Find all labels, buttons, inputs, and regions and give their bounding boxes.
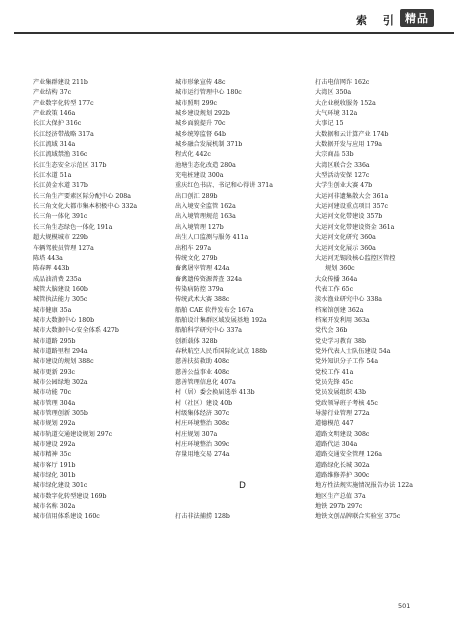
index-entry: 大数据和云计算产业 174b [315, 130, 389, 138]
index-entry: 长三角文化大都市集本积极中心 332a [33, 203, 138, 211]
index-entry: 长三角一体化 391c [33, 213, 88, 221]
index-entry: 打击电信网诈 162c [315, 79, 370, 86]
index-entry: 船舶 CAE 软件发布会 167a [175, 306, 254, 314]
index-entry: 大宗商品 53b [315, 151, 354, 159]
index-entry: 大学生创业大赛 47b [315, 182, 373, 190]
index-entry: 出口创汇 289b [175, 192, 218, 200]
index-entry: 出租车 297a [175, 244, 212, 252]
index-entry: 城市数字化转型建设 169b [33, 492, 107, 500]
index-entry: 长江黄金水道 317b [33, 182, 88, 190]
index-entry: 大企业税收服务 152a [315, 99, 376, 107]
index-entry: 长江经济带战略 317a [33, 130, 94, 138]
index-entry: 船舶设计集群区域发展基地 192a [175, 316, 267, 324]
index-entry: 城市运行管理中心 180c [175, 89, 242, 97]
index-entry: 城市大数据中心安全体系 427b [33, 327, 119, 335]
index-entry: 道路文明建设 308c [315, 430, 370, 438]
index-entry: 村（社区）建设 40b [175, 399, 233, 407]
index-entry: 长江流域 314a [33, 141, 76, 149]
index-entry: 大运河建设重点项目 357c [315, 203, 388, 211]
index-entry: 长江大保护 316c [33, 120, 82, 128]
index-entry: 城市道路里程 294a [33, 347, 88, 355]
index-entry: 地区生产总值 37a [315, 492, 366, 500]
index-entry: 成品油消费 235a [33, 275, 82, 283]
index-entry: 城市照明 299c [175, 99, 217, 107]
index-entry: 大运河无锡段核心监控区管控 [315, 254, 396, 262]
index-entry: 村庄规划 307a [175, 430, 218, 438]
index-entry [175, 492, 310, 502]
header-divider [14, 32, 454, 34]
index-entry: 党史学习教育 38b [315, 337, 366, 345]
index-entry: 道路代运 304a [315, 441, 358, 449]
index-entry: 党校工作 41a [315, 368, 354, 376]
index-entry: 导游行业管理 272a [315, 410, 370, 417]
index-entry: 陈春晖 443b [33, 265, 70, 273]
index-entry: 城乡建设规划 292b [175, 110, 230, 118]
index-entry: 道德模范 447 [315, 420, 354, 428]
index-entry: 党代会 36b [315, 327, 348, 335]
index-entry: 出入境管理规范 163a [175, 213, 236, 221]
index-entry: 城市绿化 301b [33, 472, 76, 480]
index-entry: 畜禽屠宰管理 424a [175, 265, 230, 273]
section-letter: D [239, 481, 246, 492]
index-entry: 城市管理 304a [33, 399, 76, 407]
index-entry: 淡水渔业研究中心 338a [315, 296, 382, 304]
index-entry: 重庆红色书店、书记和心得讲 371a [175, 182, 273, 190]
index-entry: 产业数字化转型 177c [33, 99, 94, 107]
index-entry: 城市轨道交通建设规划 297c [33, 430, 113, 438]
index-entry: 程式化 442c [175, 151, 211, 159]
index-entry: 城市功能 70c [33, 389, 72, 397]
index-entry: 船舶科学研究中心 337a [175, 327, 242, 335]
index-entry: 道路维修养护 300c [315, 472, 370, 480]
index-entry: 地铁 297b 297c [315, 503, 363, 511]
index-entry: 大运河文化带建设 357b [315, 213, 383, 221]
index-entry: 村（居）委会换届选举 413b [175, 389, 255, 397]
index-entry: 城市管理创新 305b [33, 410, 88, 417]
index-entry: 城乡面貌提升 70c [175, 120, 226, 128]
index-entry: 春秋航空人民币国际化试点 188b [175, 347, 267, 355]
index-entry: 传染病防控 379a [175, 285, 224, 293]
index-entry: 慈善管理信息化 407a [175, 378, 236, 386]
index-entry: 传统文化 279b [175, 254, 218, 262]
index-entry: 出生人口监测与服务 411a [175, 234, 249, 242]
index-entry: 大众传播 364a [315, 275, 358, 283]
index-entry [175, 502, 310, 512]
index-entry: 道路绿化长城 302a [315, 461, 370, 469]
index-entry: 代表工作 65c [315, 285, 354, 293]
index-entry: 党政领导班子考核 45c [315, 399, 378, 407]
index-entry: 城乡融合发展机制 371b [175, 141, 243, 149]
index-entry: 城市信用体系建设 160c [33, 513, 100, 521]
index-entry: 道路交通安全管理 126a [315, 451, 382, 459]
index-entry: 城市形象宣传 48c [175, 79, 226, 86]
index-entry: 城市建设 292a [33, 441, 76, 449]
index-entry: 存量用地交易 274a [175, 451, 230, 459]
index-entry: 大运河非遗集散大会 361a [315, 192, 389, 200]
index-entry: 档案馆创建 362a [315, 306, 364, 314]
index-entry: 地方性法规实施情况报告办法 122a [315, 482, 413, 490]
index-entry: 党员发展组织 43b [315, 389, 366, 397]
index-entry: 城市更新 293c [33, 368, 75, 376]
index-entry: 产业集群建设 211b [33, 79, 88, 86]
index-entry: 城市公园绿地 302a [33, 378, 88, 386]
index-entry: 大湾区 350a [315, 89, 352, 97]
publication-logo: 精品 [400, 9, 434, 27]
index-entry: 长江生态安全示范区 317b [33, 161, 107, 169]
index-entry: 大运河文化展示 360a [315, 244, 376, 252]
index-entry: 城乡统筹监督 64b [175, 130, 226, 138]
index-entry [175, 461, 310, 471]
index-entry: 城市大数据中心 180b [33, 316, 95, 324]
index-entry: 大运河文化带建设资金 361a [315, 223, 395, 231]
index-entry: 大湾区联合会 336a [315, 161, 370, 169]
index-entry: 大型活动安保 127c [315, 172, 370, 180]
index-entry: 城市精神 35c [33, 451, 72, 459]
index-entry: 城市名称 302a [33, 503, 76, 511]
index-entry: 规划 360c [325, 265, 355, 273]
index-entry: 村级集体经济 307c [175, 410, 230, 417]
index-column-3 [315, 78, 463, 523]
index-entry: 长三角生产要素区际分配中心 208a [33, 192, 131, 200]
index-entry: 党外知识分子工作 54a [315, 358, 379, 366]
index-entry: 车辆驾驶员管理 127a [33, 244, 94, 252]
index-entry: 出入境管理 127b [175, 223, 224, 231]
index-column-2 [175, 78, 310, 523]
header-title: 索 引 [356, 14, 400, 27]
index-entry: 城市道路 295b [33, 337, 76, 345]
index-entry: 畜禽遗传资源普查 324a [175, 275, 242, 283]
index-entry: 城市健康 35a [33, 306, 72, 314]
index-entry: 陈塔 443a [33, 254, 63, 262]
index-entry: 党员先锋 45c [315, 378, 354, 386]
index-entry: 村庄环境整治 308c [175, 420, 230, 428]
index-entry: 城管执法能力 305c [33, 296, 88, 304]
index-entry: 大事记 15 [315, 120, 344, 128]
index-entry: 党外代表人士队伍建设 54a [315, 347, 391, 355]
index-entry: 传统武术大赛 388c [175, 296, 230, 304]
page-number: 501 [398, 602, 411, 610]
index-entry: 城市规划 292a [33, 420, 76, 428]
index-entry: 长江水道 51a [33, 172, 72, 180]
index-column-1 [33, 78, 171, 523]
index-entry: 长江流域禁渔 316c [33, 151, 88, 159]
index-entry: 村庄环境整治 309c [175, 441, 230, 449]
index-entry [175, 471, 310, 481]
index-entry: 池塘生态化改造 280a [175, 161, 236, 169]
index-entry: 大气环境 312a [315, 110, 358, 118]
index-entry: 城市客厅 191b [33, 461, 76, 469]
index-entry: 慈善公益事业 408c [175, 368, 230, 376]
index-entry: 大数据开发与应用 179a [315, 141, 382, 149]
index-entry: 慈善扶贫救助 408c [175, 358, 230, 366]
index-entry: 打击非法捕捞 128b [175, 513, 230, 521]
index-entry: 大运河文化研究 360a [315, 234, 376, 242]
index-entry: 创新载体 328b [175, 337, 218, 345]
index-entry: 充电桩建设 300a [175, 172, 224, 180]
index-entry: 城管大脑建设 160b [33, 285, 88, 293]
index-entry: 城市建设的规划 388c [33, 358, 94, 366]
index-entry: 超大规模城市 229b [33, 234, 88, 242]
index-entry: 档案开发利用 363a [315, 316, 370, 324]
index-entry: 产业政策 146a [33, 110, 76, 118]
index-entry: 出入境安全监管 162a [175, 203, 236, 211]
index-entry: 城市绿化建设 301c [33, 482, 88, 490]
index-entry: 产业结构 37c [33, 89, 72, 97]
index-entry: 地铁文创品牌联合实验室 375c [315, 513, 401, 521]
index-entry: 长三角生态绿色一体化 191a [33, 223, 113, 231]
page-header [0, 0, 468, 40]
